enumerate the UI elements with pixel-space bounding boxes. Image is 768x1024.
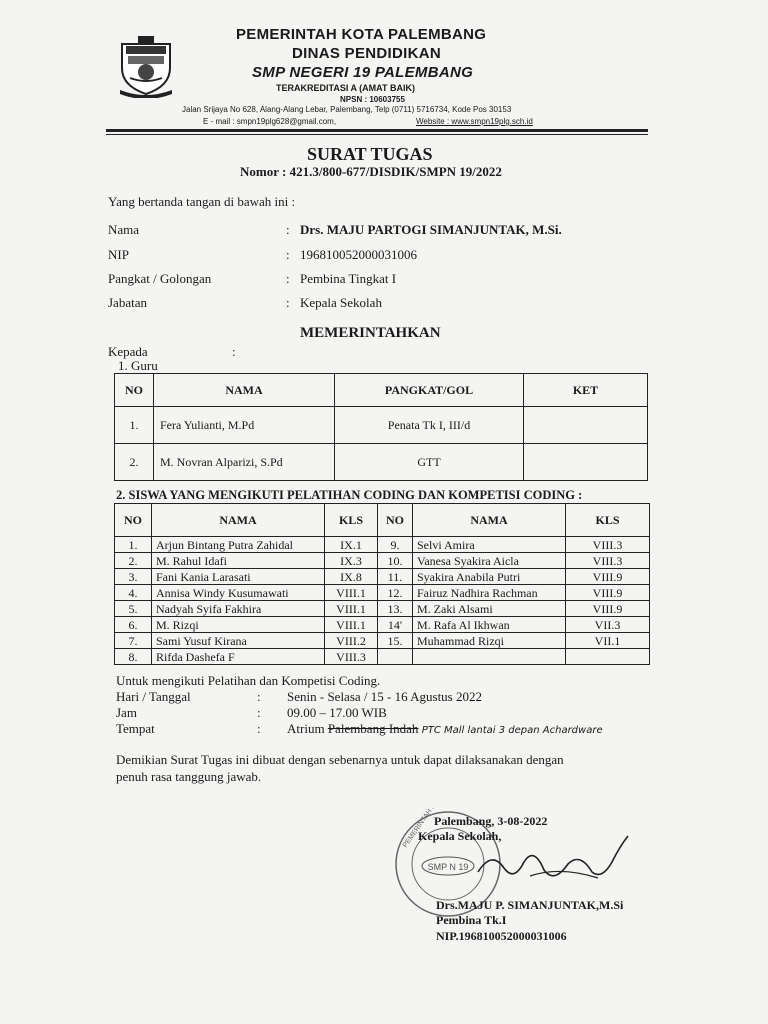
col-header: KLS [325, 504, 378, 537]
table-row [115, 585, 650, 601]
header-rule [106, 129, 648, 132]
cell-no: 12. [378, 585, 413, 601]
cell-kls: IX.1 [325, 537, 378, 553]
cell-nama: Muhammad Rizqi [413, 633, 566, 649]
place-value [287, 721, 603, 737]
cell-nama: Nadyah Syifa Fakhira [152, 601, 325, 617]
cell-ket [524, 444, 648, 481]
website: Website : www.smpn19plg.sch.id [416, 117, 533, 126]
signer-name: Drs. MAJU PARTOGI SIMANJUNTAK, M.Si. [300, 222, 562, 237]
stamp-center: SMP N 19 [427, 862, 469, 872]
student-heading: 2. SISWA YANG MENGIKUTI PELATIHAN CODING DAN KOMPETISI CODING : [116, 488, 583, 502]
cell-no: 2. [115, 444, 154, 481]
cell-no [378, 649, 413, 665]
schedule-time: 09.00 – 17.00 WIB [287, 705, 387, 720]
cell-nama: Fairuz Nadhira Rachman [413, 585, 566, 601]
cell-nama: Arjun Bintang Putra Zahidal [152, 537, 325, 553]
handwritten-signature [470, 832, 640, 892]
cell-gol: Penata Tk I, III/d [335, 407, 524, 444]
letterhead-school: SMP NEGERI 19 PALEMBANG [252, 64, 474, 81]
signer-nip: 196810052000031006 [300, 247, 417, 262]
student-table [114, 503, 650, 665]
cell-kls: VIII.9 [566, 601, 650, 617]
command-heading: MEMERINTAHKAN [300, 325, 441, 341]
field-label: NIP [108, 247, 129, 262]
accreditation: TERAKREDITASI A (AMAT BAIK) [276, 83, 415, 93]
schedule-date: Senin - Selasa / 15 - 16 Agustus 2022 [287, 689, 482, 704]
cell-kls: VIII.1 [325, 601, 378, 617]
cell-no: 11. [378, 569, 413, 585]
guru-heading: 1. Guru [118, 358, 158, 373]
table-header-row [115, 504, 650, 537]
col-header: NAMA [154, 374, 335, 407]
cell-nama: Annisa Windy Kusumawati [152, 585, 325, 601]
cell-ket [524, 407, 648, 444]
schedule-label: Jam [116, 705, 137, 720]
signature-position: Kepala Sekolah, [418, 829, 502, 843]
place-colon: : [257, 721, 261, 736]
npsn: NPSN : 10603755 [340, 95, 405, 104]
purpose-text: Untuk mengikuti Pelatihan dan Kompetisi Coding. [116, 673, 381, 688]
field-colon: : [286, 295, 290, 310]
cell-kls: VII.3 [566, 617, 650, 633]
document-title: SURAT TUGAS [307, 144, 433, 164]
document-number: Nomor : 421.3/800-677/DISDIK/SMPN 19/2022 [240, 164, 502, 179]
cell-nama: M. Rahul Idafi [152, 553, 325, 569]
cell-nama: M. Rizqi [152, 617, 325, 633]
cell-no: 8. [115, 649, 152, 665]
cell-kls: VIII.3 [566, 537, 650, 553]
col-header: NO [115, 374, 154, 407]
field-colon: : [286, 271, 290, 286]
table-row [115, 444, 648, 481]
cell-nama: M. Zaki Alsami [413, 601, 566, 617]
col-header: NO [378, 504, 413, 537]
cell-kls: VIII.9 [566, 585, 650, 601]
cell-kls: IX.3 [325, 553, 378, 569]
field-colon: : [286, 247, 290, 262]
col-header: KLS [566, 504, 650, 537]
table-row [115, 633, 650, 649]
col-header: NAMA [413, 504, 566, 537]
closing-line1: Demikian Surat Tugas ini dibuat dengan sebenarnya untuk dapat dilaksanakan dengan [116, 752, 564, 767]
cell-no: 15. [378, 633, 413, 649]
col-header: KET [524, 374, 648, 407]
schedule-colon: : [257, 689, 261, 704]
cell-gol: GTT [335, 444, 524, 481]
cell-nama: Fani Kania Larasati [152, 569, 325, 585]
place-handwritten: PTC Mall lantai 3 depan Achardware [421, 725, 603, 736]
table-row [115, 537, 650, 553]
cell-no: 9. [378, 537, 413, 553]
cell-no: 14' [378, 617, 413, 633]
field-colon: : [286, 222, 290, 237]
header-rule-thin [106, 134, 648, 135]
table-row [115, 553, 650, 569]
cell-kls: VII.1 [566, 633, 650, 649]
signature-nip: NIP.196810052000031006 [436, 929, 567, 943]
intro-text: Yang bertanda tangan di bawah ini : [108, 194, 296, 209]
signer-position: Kepala Sekolah [300, 295, 382, 310]
cell-kls: VIII.3 [325, 649, 378, 665]
cell-kls: IX.8 [325, 569, 378, 585]
cell-no: 2. [115, 553, 152, 569]
address: Jalan Srijaya No 628, Alang-Alang Lebar, Palembang, Telp (0711) 5716734, Kode Pos 30153 [182, 105, 512, 114]
cell-nama: Selvi Amira [413, 537, 566, 553]
email: E - mail : smpn19plg628@gmail.com, [203, 117, 337, 126]
cell-nama: Syakira Anabila Putri [413, 569, 566, 585]
cell-kls [566, 649, 650, 665]
table-row [115, 569, 650, 585]
cell-kls: VIII.2 [325, 633, 378, 649]
table-row [115, 601, 650, 617]
table-row [115, 407, 648, 444]
table-header-row [115, 374, 648, 407]
city-logo [116, 34, 176, 98]
closing-line2: penuh rasa tanggung jawab. [116, 769, 262, 784]
teacher-table [114, 373, 648, 481]
cell-no: 1. [115, 537, 152, 553]
cell-nama: Sami Yusuf Kirana [152, 633, 325, 649]
letterhead-line1: PEMERINTAH KOTA PALEMBANG [236, 26, 487, 43]
cell-kls: VIII.1 [325, 585, 378, 601]
signature-place-date: Palembang, 3-08-2022 [434, 814, 548, 828]
kepada-colon: : [232, 344, 236, 359]
cell-nama: Rifda Dashefa F [152, 649, 325, 665]
table-row [115, 617, 650, 633]
cell-kls: VIII.1 [325, 617, 378, 633]
cell-nama: M. Novran Alparizi, S.Pd [154, 444, 335, 481]
cell-no: 7. [115, 633, 152, 649]
cell-no: 4. [115, 585, 152, 601]
place-label: Tempat [116, 721, 155, 736]
place-prefix: Atrium [287, 721, 325, 736]
cell-nama: Fera Yulianti, M.Pd [154, 407, 335, 444]
cell-no: 5. [115, 601, 152, 617]
signature-rank: Pembina Tk.I [436, 913, 507, 927]
schedule-label: Hari / Tanggal [116, 689, 191, 704]
col-header: PANGKAT/GOL [335, 374, 524, 407]
kepada-label: Kepada [108, 344, 148, 359]
field-label: Pangkat / Golongan [108, 271, 212, 286]
cell-no: 1. [115, 407, 154, 444]
cell-kls: VIII.9 [566, 569, 650, 585]
col-header: NO [115, 504, 152, 537]
cell-nama: M. Rafa Al Ikhwan [413, 617, 566, 633]
col-header: NAMA [152, 504, 325, 537]
cell-nama: Vanesa Syakira Aicla [413, 553, 566, 569]
place-struck: Palembang Indah [327, 721, 419, 736]
schedule-colon: : [257, 705, 261, 720]
field-label: Jabatan [108, 295, 147, 310]
letterhead-line2: DINAS PENDIDIKAN [292, 45, 441, 62]
signer-rank: Pembina Tingkat I [300, 271, 397, 286]
cell-no: 13. [378, 601, 413, 617]
table-row [115, 649, 650, 665]
cell-no: 6. [115, 617, 152, 633]
cell-nama [413, 649, 566, 665]
cell-no: 10. [378, 553, 413, 569]
cell-no: 3. [115, 569, 152, 585]
field-label: Nama [108, 222, 140, 237]
cell-kls: VIII.3 [566, 553, 650, 569]
signature-name: Drs.MAJU P. SIMANJUNTAK,M.Si [436, 898, 624, 912]
